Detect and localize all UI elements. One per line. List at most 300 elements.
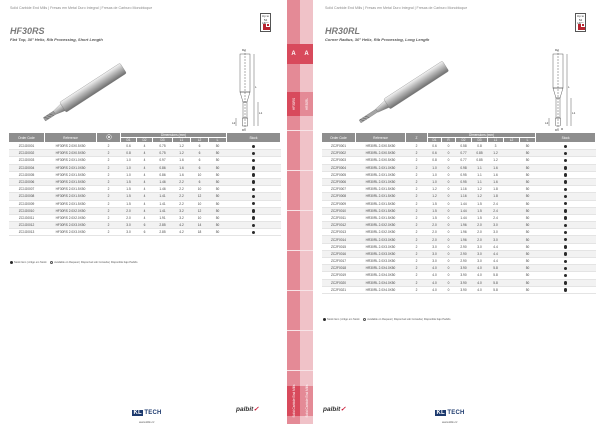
table-cell: ZC1G0005 (9, 171, 45, 178)
table-cell: 1.5 (472, 214, 488, 221)
table-cell: 4.2 (173, 222, 191, 229)
table-cell: HR30RL 2.0X3.0X50 (356, 258, 406, 265)
table-cell: 2 (406, 265, 428, 272)
stock-dot-icon (564, 216, 567, 219)
col-l: L (209, 138, 227, 143)
table-cell: 2 (97, 178, 121, 185)
table-cell: 50 (209, 186, 227, 193)
table-cell: 2 (406, 272, 428, 279)
table-cell: 6 (191, 178, 209, 185)
table-cell: 0 (442, 258, 456, 265)
table-cell: HR30RL 2.0X0.5X50 (356, 143, 406, 150)
table-cell: 1.2 (472, 186, 488, 193)
product-table (321, 132, 596, 294)
table-cell: 5.8 (488, 279, 504, 286)
stock-dot-icon (564, 145, 567, 148)
table-cell: 50 (520, 186, 536, 193)
stock-cell (536, 171, 596, 178)
table-cell: 2 (406, 279, 428, 286)
stock-dot-icon (564, 288, 567, 291)
tab-hr30rl[interactable]: HR30RL (300, 92, 313, 116)
table-row (322, 143, 596, 150)
table-cell: ZC2F0012 (322, 222, 356, 229)
table-cell (504, 207, 520, 214)
website-url[interactable]: www.kltk.cz (442, 420, 458, 424)
table-cell: 0 (442, 229, 456, 236)
table-cell: 50 (520, 286, 536, 293)
table-cell: 3.0 (428, 243, 442, 250)
table-cell: 3.2 (173, 214, 191, 221)
table-cell: 1.5 (121, 186, 137, 193)
col-l: L (520, 138, 536, 143)
table-cell: 1.2 (488, 150, 504, 157)
stock-dot-icon (252, 209, 255, 212)
table-cell: 18 (191, 229, 209, 236)
table-cell: HF30RS 2.0X2.0X50 (45, 214, 97, 221)
table-cell: ZC2F0008 (322, 193, 356, 200)
table-cell: 50 (520, 200, 536, 207)
table-cell: HR30RL 2.0X1.5X50 (356, 186, 406, 193)
table-cell: 6 (191, 143, 209, 150)
table-cell: 2 (406, 178, 428, 185)
svg-text:L1: L1 (259, 111, 263, 115)
table-cell: 1.5 (428, 214, 442, 221)
table-cell: ZC2F0001 (322, 143, 356, 150)
table-cell: 2 (406, 286, 428, 293)
website-url[interactable]: www.kltk.cz (139, 420, 155, 424)
table-cell: 1.41 (153, 207, 173, 214)
table-cell: 2 (406, 150, 428, 157)
table-cell: 2 (406, 200, 428, 207)
table-cell: 50 (520, 236, 536, 243)
table-cell: HR30RL 2.0X1.5X50 (356, 214, 406, 221)
table-cell: 0 (442, 265, 456, 272)
table-cell: 0.98 (456, 164, 472, 171)
table-cell: 2 (97, 164, 121, 171)
table-cell: 50 (209, 200, 227, 207)
table-cell: 4.0 (428, 272, 442, 279)
col-flutes: Z (406, 133, 428, 143)
table-cell: HF30RS 2.0X1.5X50 (45, 193, 97, 200)
stock-dot-icon (252, 152, 255, 155)
flutes-icon (106, 134, 112, 140)
tab-hf30rs[interactable]: HF30RS (287, 92, 300, 116)
table-cell: 12 (191, 207, 209, 214)
table-cell: ZC1G0004 (9, 164, 45, 171)
table-cell: HR30RL 2.0X1.0X50 (356, 164, 406, 171)
table-cell: ZC1G0009 (9, 200, 45, 207)
table-row (322, 236, 596, 243)
table-cell: 5.8 (488, 272, 504, 279)
table-cell: 0 (442, 178, 456, 185)
table-cell: 0.86 (153, 171, 173, 178)
table-cell: 10 (191, 214, 209, 221)
table-cell: HF30RS 2.0X2.0X50 (45, 207, 97, 214)
table-cell (504, 164, 520, 171)
table-cell: 0 (442, 243, 456, 250)
table-cell: 1.96 (456, 236, 472, 243)
table-row (9, 229, 281, 236)
table-cell (504, 171, 520, 178)
stock-dot-icon (564, 267, 567, 270)
stock-dot-icon (252, 159, 255, 162)
table-cell: 2 (406, 164, 428, 171)
table-cell: 50 (520, 193, 536, 200)
table-cell: HF30RS 2.0X0.5X50 (45, 150, 97, 157)
table-cell: 50 (209, 178, 227, 185)
svg-text:L2: L2 (232, 121, 236, 125)
table-cell: 0.85 (472, 157, 488, 164)
table-cell: HR30RL 2.0X1.5X50 (356, 207, 406, 214)
table-cell (504, 193, 520, 200)
table-cell: 2 (97, 193, 121, 200)
table-cell: HF30RS 2.0X1.5X50 (45, 186, 97, 193)
legend-request-text: Available on Request | Disponível sob Consulta | Disponible bajo Pedido (54, 261, 138, 265)
table-cell: ZC1G0006 (9, 178, 45, 185)
table-cell: 1.6 (488, 171, 504, 178)
table-cell: 1.1 (472, 171, 488, 178)
table-row (9, 150, 281, 157)
table-cell: HR30RL 2.0X4.0X50 (356, 265, 406, 272)
svg-text:L2: L2 (545, 121, 549, 125)
tab-section-bottom-right[interactable]: Solid Carbide End Mills (300, 386, 313, 416)
table-cell: 2 (406, 186, 428, 193)
table-cell: 2 (406, 229, 428, 236)
table-cell: 0 (442, 222, 456, 229)
tool-dimension-drawing (232, 48, 262, 132)
table-cell: 0.8 (472, 143, 488, 150)
stock-cell (227, 193, 281, 200)
table-cell: ZC2F0006 (322, 178, 356, 185)
table-cell: 1.44 (456, 207, 472, 214)
table-cell: 0.6 (121, 143, 137, 150)
table-cell: 0 (442, 250, 456, 257)
table-cell: 1.1 (472, 164, 488, 171)
col-d3: D3 (153, 138, 173, 143)
table-cell: HR30RL 2.0X3.0X50 (356, 250, 406, 257)
table-cell: ZC1G0013 (9, 229, 45, 236)
table-cell: 3.2 (173, 207, 191, 214)
table-cell: ZC1G0010 (9, 207, 45, 214)
table-cell: 50 (209, 157, 227, 164)
table-cell: 50 (520, 207, 536, 214)
end-mill-illustration (347, 58, 467, 124)
table-cell: 2.0 (472, 222, 488, 229)
table-cell: 12 (191, 193, 209, 200)
stock-dot-icon (564, 252, 567, 255)
table-cell: 1.5 (472, 207, 488, 214)
col-flutes (97, 133, 121, 143)
stock-cell (227, 178, 281, 185)
table-cell: HF30RS 2.0X1.5X50 (45, 200, 97, 207)
table-cell: 3.0 (488, 222, 504, 229)
table-cell: ZC1G0011 (9, 214, 45, 221)
stock-cell (536, 214, 596, 221)
table-cell: ZC1G0001 (9, 143, 45, 150)
table-cell: 0.75 (153, 150, 173, 157)
table-cell (504, 186, 520, 193)
table-cell: 4 (137, 207, 153, 214)
table-row (322, 222, 596, 229)
stock-dot-icon (564, 180, 567, 183)
stock-cell (227, 157, 281, 164)
product-table (8, 132, 281, 236)
table-cell: 0.6 (428, 150, 442, 157)
table-row (322, 258, 596, 265)
legend-stock-text: Stock Item | Artigo em Stock (327, 318, 360, 322)
table-cell: 0.77 (456, 157, 472, 164)
table-row (322, 243, 596, 250)
stock-cell (536, 250, 596, 257)
table-cell: 3.90 (456, 272, 472, 279)
table-cell: HR30RL 2.0X1.0X50 (356, 171, 406, 178)
table-cell: 0 (442, 143, 456, 150)
svg-text:D2: D2 (555, 48, 559, 52)
right-page (313, 0, 600, 424)
table-cell: 4 (137, 186, 153, 193)
table-cell: 10 (191, 200, 209, 207)
table-cell: ZC2F0013 (322, 229, 356, 236)
table-cell: 0.95 (456, 171, 472, 178)
table-cell: 4.4 (488, 258, 504, 265)
table-row (9, 178, 281, 185)
table-row (322, 229, 596, 236)
table-cell: 0.6 (428, 143, 442, 150)
table-cell: 1.44 (456, 200, 472, 207)
col-order-code: Order Code (9, 133, 45, 143)
col-order-code: Order Code (322, 133, 356, 143)
table-cell: 3.0 (472, 243, 488, 250)
table-cell: 1.8 (488, 193, 504, 200)
table-cell: ZC2F0019 (322, 272, 356, 279)
col-stock: Stock (536, 133, 596, 143)
table-cell: 1.41 (153, 193, 173, 200)
table-cell: 1.91 (153, 214, 173, 221)
stock-dot-icon (564, 281, 567, 284)
table-cell: ZC1G0008 (9, 193, 45, 200)
table-cell: 0.95 (456, 178, 472, 185)
table-cell: 2 (406, 250, 428, 257)
table-cell: HR30RL 2.0X4.0X50 (356, 272, 406, 279)
table-cell: 50 (520, 272, 536, 279)
table-cell: 50 (520, 222, 536, 229)
table-cell: HF30RS 2.0X1.5X50 (45, 171, 97, 178)
table-cell: 2.0 (472, 236, 488, 243)
table-cell: HR30RL 2.0X3.0X50 (356, 236, 406, 243)
table-cell: 2 (97, 207, 121, 214)
table-cell: 6 (191, 150, 209, 157)
table-cell: 2 (406, 193, 428, 200)
stock-dot-icon (564, 231, 567, 234)
hardness-badge (575, 13, 586, 32)
kltech-logo (435, 401, 465, 424)
table-cell: HR30RL 2.0X0.5X50 (356, 157, 406, 164)
table-cell: 0.8 (121, 150, 137, 157)
table-cell: 0.97 (153, 157, 173, 164)
stock-dot-icon (252, 188, 255, 191)
table-cell: 2.85 (153, 222, 173, 229)
table-cell: 2.2 (173, 200, 191, 207)
table-cell: 1.1 (472, 178, 488, 185)
table-cell (504, 279, 520, 286)
stock-dot-icon (564, 159, 567, 162)
stock-cell (536, 258, 596, 265)
stock-dot-icon (564, 209, 567, 212)
product-title: HF30RS (10, 26, 45, 36)
table-cell (504, 178, 520, 185)
table-row (9, 157, 281, 164)
table-cell: HR30RL 2.0X0.5X50 (356, 150, 406, 157)
table-cell: 50 (520, 150, 536, 157)
table-cell: 50 (209, 150, 227, 157)
table-cell: ZC2F0016 (322, 250, 356, 257)
stock-cell (536, 157, 596, 164)
stock-cell (536, 207, 596, 214)
stock-cell (227, 229, 281, 236)
table-cell: 2.0 (428, 222, 442, 229)
stock-dot-icon (323, 318, 326, 321)
table-cell: HF30RS 2.0X1.0X50 (45, 157, 97, 164)
table-cell: 0 (442, 164, 456, 171)
table-cell: ZC2F0011 (322, 214, 356, 221)
table-cell: 1.16 (456, 186, 472, 193)
table-cell: 4.0 (472, 279, 488, 286)
table-cell: ZC2F0014 (322, 236, 356, 243)
table-cell: 3.0 (428, 250, 442, 257)
col-r: R (442, 138, 456, 143)
table-cell: 14 (191, 222, 209, 229)
product-subtitle: Corner Radius, 30° Helix, Rib Processing, Long Length (325, 37, 430, 42)
table-cell: 3.0 (121, 222, 137, 229)
stock-cell (227, 164, 281, 171)
table-cell: HR30RL 2.0X4.0X50 (356, 286, 406, 293)
stock-cell (536, 200, 596, 207)
end-mill-illustration (28, 58, 148, 124)
table-row (322, 186, 596, 193)
table-row (9, 207, 281, 214)
section-letter-right: A (304, 51, 309, 57)
table-cell: 1.6 (173, 164, 191, 171)
table-cell: 2 (406, 143, 428, 150)
col-stock: Stock (227, 133, 281, 143)
stock-dot-icon (252, 145, 255, 148)
col-reference: Reference (45, 133, 97, 143)
table-cell: 3.0 (488, 236, 504, 243)
table-row (9, 143, 281, 150)
table-cell: HF30RS 2.0X1.0X50 (45, 164, 97, 171)
table-cell: 1.5 (472, 200, 488, 207)
table-row (322, 286, 596, 293)
legend-request-text: Available on Request | Disponível sob Consulta | Disponible bajo Pedido (367, 318, 451, 322)
kl-logo-text: TECH (447, 410, 465, 416)
table-cell: 1.0 (121, 164, 137, 171)
stock-cell (536, 272, 596, 279)
table-cell: 3.0 (428, 258, 442, 265)
table-cell: 3.90 (456, 286, 472, 293)
stock-cell (227, 214, 281, 221)
table-cell: 0 (442, 200, 456, 207)
stock-dot-icon (252, 180, 255, 183)
table-cell: 1.5 (428, 200, 442, 207)
svg-text:D2: D2 (242, 48, 246, 52)
table-cell: 2.4 (488, 207, 504, 214)
table-row (9, 200, 281, 207)
stock-dot-icon (564, 202, 567, 205)
table-cell: HR30RL 2.0X2.0X50 (356, 222, 406, 229)
table-cell: ZC2F0003 (322, 157, 356, 164)
col-d1: D1 (428, 138, 442, 143)
left-legend (10, 261, 137, 264)
table-cell: 0.8 (428, 157, 442, 164)
table-cell: 1.0 (428, 178, 442, 185)
table-cell: 2 (406, 236, 428, 243)
table-cell: 2 (97, 157, 121, 164)
table-cell: 0.75 (153, 143, 173, 150)
table-cell: 10 (191, 171, 209, 178)
table-cell: 1.96 (456, 229, 472, 236)
table-cell: 2.90 (456, 250, 472, 257)
table-cell: HR30RL 2.0X3.0X50 (356, 243, 406, 250)
table-cell: 4.4 (488, 243, 504, 250)
table-cell: 1.2 (472, 193, 488, 200)
table-cell: 0 (442, 193, 456, 200)
table-cell: 0.58 (456, 143, 472, 150)
table-cell (504, 200, 520, 207)
stock-dot-icon (252, 202, 255, 205)
table-cell: 1.44 (456, 214, 472, 221)
table-cell: 0.86 (153, 164, 173, 171)
table-cell: 2 (97, 214, 121, 221)
stock-dot-icon (564, 195, 567, 198)
table-cell: ZC2F0015 (322, 243, 356, 250)
table-cell: 4.0 (428, 286, 442, 293)
table-cell: 4 (137, 200, 153, 207)
stock-dot-icon (564, 245, 567, 248)
table-cell: 50 (520, 229, 536, 236)
table-cell: ZC2F0004 (322, 164, 356, 171)
svg-text:L: L (568, 85, 570, 89)
tab-section-bottom-left[interactable]: Solid Carbide End Mills (287, 386, 300, 416)
table-cell: 0 (442, 286, 456, 293)
table-cell: 1.41 (153, 200, 173, 207)
stock-cell (227, 207, 281, 214)
table-cell (504, 250, 520, 257)
palbit-logo (323, 405, 346, 413)
kl-logo-mark: KL (436, 410, 445, 416)
table-cell: 50 (209, 207, 227, 214)
table-cell: 0 (442, 236, 456, 243)
table-cell: 2 (97, 143, 121, 150)
table-row (322, 265, 596, 272)
table-row (322, 200, 596, 207)
table-cell: 2.4 (488, 200, 504, 207)
table-row (322, 279, 596, 286)
table-cell: 50 (520, 258, 536, 265)
table-cell: 4 (137, 214, 153, 221)
hardness-badge-text: Up to 54 (576, 14, 585, 22)
table-cell: 0 (442, 157, 456, 164)
table-cell: 50 (520, 171, 536, 178)
table-cell: 1.6 (173, 157, 191, 164)
table-cell: 1.5 (121, 200, 137, 207)
table-cell: 50 (209, 229, 227, 236)
table-cell (504, 150, 520, 157)
table-cell: 4 (137, 150, 153, 157)
material-icon (263, 24, 270, 30)
table-cell: 1.5 (121, 178, 137, 185)
svg-text:D1: D1 (555, 128, 559, 132)
table-cell: 5.8 (488, 286, 504, 293)
